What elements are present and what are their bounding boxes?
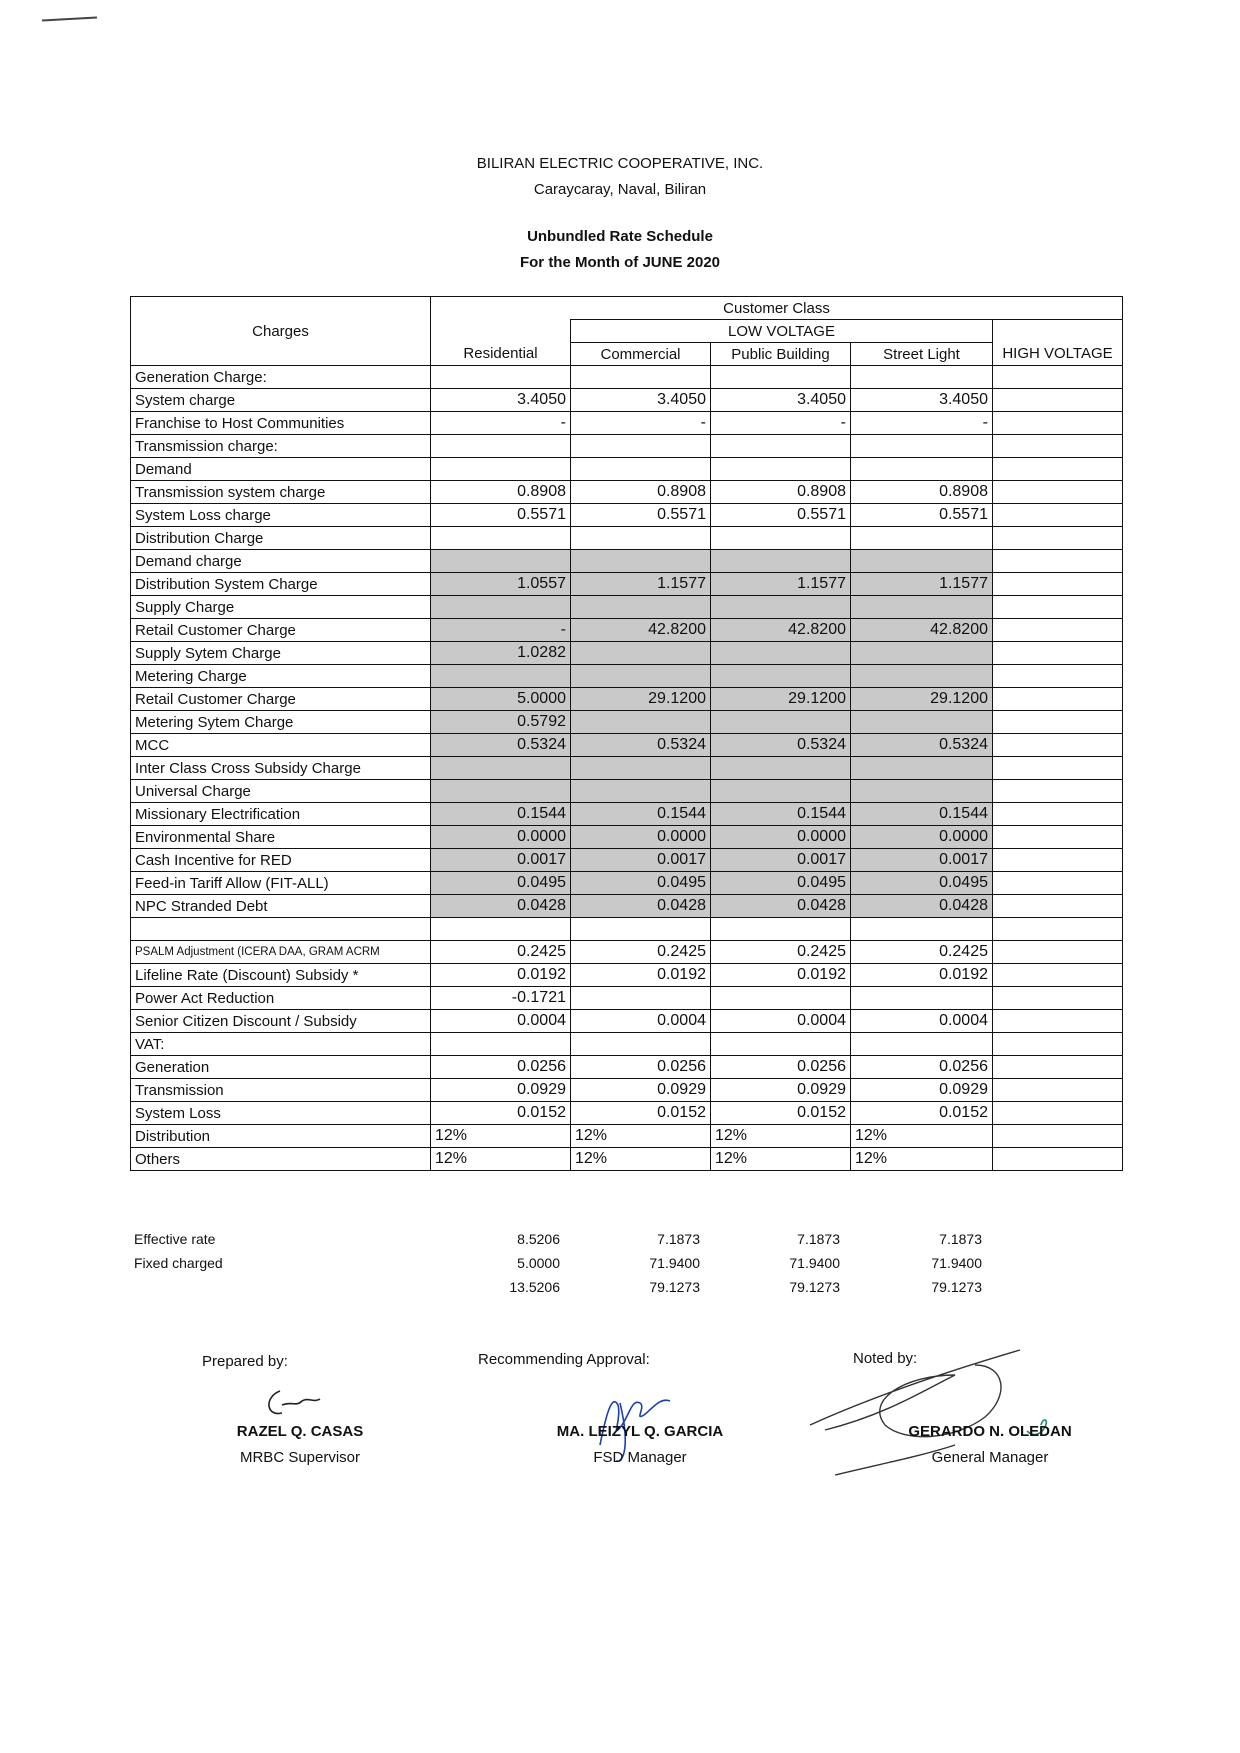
rate-cell: - — [851, 412, 993, 435]
rate-cell: 0.0495 — [711, 872, 851, 895]
rate-cell — [851, 642, 993, 665]
rate-cell — [711, 527, 851, 550]
rate-cell: 0.8908 — [571, 481, 711, 504]
table-row — [131, 918, 1123, 941]
rate-cell — [851, 987, 993, 1010]
table-row — [131, 780, 1123, 803]
document-title: Unbundled Rate Schedule — [527, 228, 713, 245]
table-row — [131, 872, 1123, 895]
summary-value: 79.1273 — [931, 1279, 982, 1295]
charges-header: Charges — [131, 297, 431, 366]
rate-cell: 0.0017 — [431, 849, 571, 872]
table-row — [131, 573, 1123, 596]
rate-cell: 0.0929 — [431, 1079, 571, 1102]
rate-cell — [711, 366, 851, 389]
table-row — [131, 688, 1123, 711]
table-row — [131, 1079, 1123, 1102]
charge-label: VAT: — [131, 1033, 431, 1056]
charge-label: MCC — [131, 734, 431, 757]
rate-cell: 42.8200 — [711, 619, 851, 642]
table-row — [131, 734, 1123, 757]
rate-cell: 0.0192 — [711, 964, 851, 987]
rate-cell: 0.0192 — [851, 964, 993, 987]
summary-table — [130, 1227, 1122, 1299]
rate-cell: 0.2425 — [851, 941, 993, 964]
rate-cell — [993, 826, 1123, 849]
document-period: For the Month of JUNE 2020 — [519, 254, 721, 271]
charge-label: System Loss — [131, 1102, 431, 1125]
rate-cell: 0.0495 — [851, 872, 993, 895]
rate-cell — [993, 573, 1123, 596]
rate-cell — [851, 711, 993, 734]
charge-label: Cash Incentive for RED — [131, 849, 431, 872]
charge-label: Supply Sytem Charge — [131, 642, 431, 665]
rate-cell: 1.1577 — [711, 573, 851, 596]
rate-cell: 12% — [431, 1148, 571, 1171]
table-row — [131, 757, 1123, 780]
rate-cell — [993, 1079, 1123, 1102]
rate-cell — [993, 803, 1123, 826]
summary-label — [130, 1275, 430, 1299]
rate-cell: 0.0152 — [431, 1102, 571, 1125]
charge-label: Distribution Charge — [131, 527, 431, 550]
rate-cell: 0.5324 — [711, 734, 851, 757]
rate-cell: 0.0004 — [711, 1010, 851, 1033]
table-row — [131, 435, 1123, 458]
org-address: Caraycaray, Naval, Biliran — [533, 181, 707, 198]
rate-cell: 3.4050 — [851, 389, 993, 412]
rate-cell — [431, 435, 571, 458]
rate-cell: 12% — [571, 1148, 711, 1171]
rate-cell — [851, 1033, 993, 1056]
rate-cell: 0.0004 — [571, 1010, 711, 1033]
rate-cell: 0.0929 — [711, 1079, 851, 1102]
rate-cell: 29.1200 — [571, 688, 711, 711]
rate-cell: 0.1544 — [431, 803, 571, 826]
rate-cell — [571, 642, 711, 665]
prepared-name: RAZEL Q. CASAS — [236, 1423, 364, 1440]
rate-cell — [711, 596, 851, 619]
rate-cell: 0.2425 — [711, 941, 851, 964]
rate-cell — [993, 1010, 1123, 1033]
charge-label: Supply Charge — [131, 596, 431, 619]
rate-cell — [571, 458, 711, 481]
rate-cell: 0.5324 — [431, 734, 571, 757]
table-row — [131, 619, 1123, 642]
table-row — [131, 1125, 1123, 1148]
rate-cell — [571, 527, 711, 550]
rate-cell — [993, 987, 1123, 1010]
rate-cell — [711, 780, 851, 803]
public-building-header: Public Building — [711, 343, 851, 366]
rate-cell: 0.5571 — [851, 504, 993, 527]
rate-cell — [993, 504, 1123, 527]
table-row — [131, 987, 1123, 1010]
summary-value: 79.1273 — [649, 1279, 700, 1295]
prepared-title: MRBC Supervisor — [239, 1449, 361, 1466]
rate-cell — [571, 435, 711, 458]
rate-cell — [993, 1125, 1123, 1148]
table-row — [131, 642, 1123, 665]
rate-cell — [431, 596, 571, 619]
pen-mark — [42, 17, 97, 22]
rate-cell: 0.5324 — [571, 734, 711, 757]
charge-label: Feed-in Tariff Allow (FIT-ALL) — [131, 872, 431, 895]
rate-cell: 12% — [431, 1125, 571, 1148]
rate-cell — [571, 596, 711, 619]
rate-cell: 12% — [711, 1125, 851, 1148]
rate-cell — [851, 458, 993, 481]
table-header-row-1 — [131, 297, 1123, 320]
rate-cell — [993, 389, 1123, 412]
table-row — [131, 481, 1123, 504]
rate-cell — [993, 412, 1123, 435]
high-voltage-header: HIGH VOLTAGE — [993, 343, 1123, 366]
rate-cell: 3.4050 — [571, 389, 711, 412]
rate-cell — [993, 711, 1123, 734]
rate-cell — [711, 987, 851, 1010]
charge-label — [131, 918, 431, 941]
signature-casas — [262, 1383, 332, 1423]
rate-cell: 0.0004 — [851, 1010, 993, 1033]
charge-label: Transmission system charge — [131, 481, 431, 504]
table-row — [131, 504, 1123, 527]
rate-cell — [851, 596, 993, 619]
rate-cell — [993, 1102, 1123, 1125]
summary-body — [130, 1227, 1122, 1299]
signatory-casas — [200, 1423, 400, 1466]
charge-label: Inter Class Cross Subsidy Charge — [131, 757, 431, 780]
rate-cell — [571, 550, 711, 573]
rate-cell: 0.0192 — [431, 964, 571, 987]
rate-cell: 0.0428 — [431, 895, 571, 918]
charge-label: Generation — [131, 1056, 431, 1079]
table-row — [131, 389, 1123, 412]
rate-cell — [431, 366, 571, 389]
table-row — [131, 458, 1123, 481]
rate-cell: 12% — [851, 1125, 993, 1148]
charge-label: System charge — [131, 389, 431, 412]
rate-cell — [851, 918, 993, 941]
rate-cell — [993, 872, 1123, 895]
summary-value: 7.1873 — [939, 1231, 982, 1247]
rate-cell — [993, 1056, 1123, 1079]
rate-cell — [993, 481, 1123, 504]
summary-value: 5.0000 — [517, 1255, 560, 1271]
rate-cell: 0.0152 — [851, 1102, 993, 1125]
rate-cell: 0.8908 — [851, 481, 993, 504]
rate-cell: 0.0256 — [711, 1056, 851, 1079]
recommending-label: Recommending Approval: — [478, 1351, 650, 1368]
rate-cell — [431, 757, 571, 780]
noted-title: General Manager — [931, 1449, 1049, 1466]
rate-cell: 1.1577 — [851, 573, 993, 596]
rate-cell — [993, 757, 1123, 780]
rate-cell — [711, 1033, 851, 1056]
summary-value: 71.9400 — [649, 1255, 700, 1271]
rate-cell: 29.1200 — [711, 688, 851, 711]
rate-cell: 0.0929 — [571, 1079, 711, 1102]
rate-cell: 3.4050 — [431, 389, 571, 412]
noted-name: GERARDO N. OLEDAN — [908, 1423, 1072, 1440]
rate-cell: 0.0256 — [851, 1056, 993, 1079]
rate-cell — [993, 849, 1123, 872]
rate-cell — [851, 527, 993, 550]
rate-cell: 0.0000 — [711, 826, 851, 849]
rate-cell: 0.0495 — [431, 872, 571, 895]
rate-cell: 12% — [571, 1125, 711, 1148]
rate-cell: 0.5571 — [431, 504, 571, 527]
rate-cell — [851, 550, 993, 573]
rate-cell: 0.2425 — [571, 941, 711, 964]
rate-cell: 42.8200 — [851, 619, 993, 642]
rate-cell — [711, 757, 851, 780]
charge-label: Universal Charge — [131, 780, 431, 803]
signatory-garcia — [530, 1423, 750, 1466]
charge-label: Franchise to Host Communities — [131, 412, 431, 435]
rate-cell — [993, 527, 1123, 550]
rate-cell — [711, 458, 851, 481]
rate-cell: 0.5792 — [431, 711, 571, 734]
charge-label: Metering Charge — [131, 665, 431, 688]
charge-label: Transmission charge: — [131, 435, 431, 458]
rate-cell — [571, 1033, 711, 1056]
charge-label: Environmental Share — [131, 826, 431, 849]
rate-cell — [851, 435, 993, 458]
rate-cell — [851, 757, 993, 780]
summary-row — [130, 1251, 1122, 1275]
prepared-by-label: Prepared by: — [202, 1353, 288, 1370]
recommending-name: MA. LEIZYL Q. GARCIA — [556, 1423, 724, 1440]
rate-cell — [993, 642, 1123, 665]
rate-cell: 0.0017 — [711, 849, 851, 872]
rate-cell — [993, 688, 1123, 711]
table-row — [131, 941, 1123, 964]
charge-label: Missionary Electrification — [131, 803, 431, 826]
charge-label: System Loss charge — [131, 504, 431, 527]
rate-cell: 0.0495 — [571, 872, 711, 895]
rate-cell — [851, 780, 993, 803]
rate-cell: 0.0256 — [431, 1056, 571, 1079]
rate-cell — [711, 665, 851, 688]
rate-cell — [993, 941, 1123, 964]
table-row — [131, 1033, 1123, 1056]
summary-label: Effective rate — [134, 1231, 216, 1247]
rate-cell — [571, 780, 711, 803]
rate-cell — [571, 711, 711, 734]
table-row — [131, 849, 1123, 872]
rate-cell — [571, 366, 711, 389]
customer-class-header: Customer Class — [431, 297, 1123, 320]
table-row — [131, 527, 1123, 550]
residential-header: Residential — [431, 343, 571, 366]
rate-cell — [431, 527, 571, 550]
rate-cell — [993, 734, 1123, 757]
rate-cell — [711, 918, 851, 941]
rate-schedule-table — [130, 296, 1123, 1171]
charge-label: PSALM Adjustment (ICERA DAA, GRAM ACRM — [131, 941, 431, 964]
rate-cell — [993, 895, 1123, 918]
rate-cell: 0.0152 — [711, 1102, 851, 1125]
rate-cell: 5.0000 — [431, 688, 571, 711]
rate-cell: - — [431, 619, 571, 642]
summary-row — [130, 1275, 1122, 1299]
rate-cell: 0.0256 — [571, 1056, 711, 1079]
summary-value: 7.1873 — [657, 1231, 700, 1247]
rate-cell: 0.5324 — [851, 734, 993, 757]
rate-cell: 0.5571 — [571, 504, 711, 527]
summary-value: 8.5206 — [517, 1231, 560, 1247]
table-row — [131, 1102, 1123, 1125]
rate-cell: 0.1544 — [711, 803, 851, 826]
rate-cell — [571, 987, 711, 1010]
charge-label: Others — [131, 1148, 431, 1171]
rate-cell: 0.0004 — [431, 1010, 571, 1033]
charge-label: Senior Citizen Discount / Subsidy — [131, 1010, 431, 1033]
rate-cell: 0.1544 — [851, 803, 993, 826]
table-row — [131, 895, 1123, 918]
rate-cell: 1.0557 — [431, 573, 571, 596]
rate-cell: - — [711, 412, 851, 435]
rate-cell — [993, 435, 1123, 458]
table-row — [131, 1148, 1123, 1171]
charge-label: Generation Charge: — [131, 366, 431, 389]
recommending-title: FSD Manager — [593, 1449, 687, 1466]
charge-label: Metering Sytem Charge — [131, 711, 431, 734]
rate-cell — [571, 918, 711, 941]
table-row — [131, 550, 1123, 573]
noted-by-label: Noted by: — [853, 1350, 918, 1367]
rate-cell — [431, 665, 571, 688]
rate-cell: 0.0152 — [571, 1102, 711, 1125]
rate-cell — [711, 550, 851, 573]
table-row — [131, 964, 1123, 987]
rate-cell: 12% — [711, 1148, 851, 1171]
rate-cell — [993, 596, 1123, 619]
rate-cell: 0.0929 — [851, 1079, 993, 1102]
rate-cell: 0.0428 — [851, 895, 993, 918]
table-row — [131, 803, 1123, 826]
rate-cell: 0.1544 — [571, 803, 711, 826]
rate-cell: - — [571, 412, 711, 435]
rate-cell — [571, 757, 711, 780]
rate-cell: 0.0428 — [571, 895, 711, 918]
summary-value: 71.9400 — [789, 1255, 840, 1271]
rate-cell — [711, 642, 851, 665]
rate-cell — [851, 366, 993, 389]
rate-cell: -0.1721 — [431, 987, 571, 1010]
charge-label: Distribution System Charge — [131, 573, 431, 596]
summary-label: Fixed charged — [134, 1255, 223, 1271]
rate-cell — [993, 1033, 1123, 1056]
summary-value: 13.5206 — [509, 1279, 560, 1295]
rate-cell — [431, 780, 571, 803]
street-light-header: Street Light — [851, 343, 993, 366]
rate-cell: 0.0000 — [431, 826, 571, 849]
rate-cell — [993, 1148, 1123, 1171]
summary-row — [130, 1227, 1122, 1251]
summary-value: 79.1273 — [789, 1279, 840, 1295]
charge-label: Lifeline Rate (Discount) Subsidy * — [131, 964, 431, 987]
table-row — [131, 1056, 1123, 1079]
rate-cell: 0.2425 — [431, 941, 571, 964]
rate-cell: 0.0000 — [571, 826, 711, 849]
rate-cell — [993, 780, 1123, 803]
rate-cell — [571, 665, 711, 688]
table-row — [131, 665, 1123, 688]
table-row — [131, 826, 1123, 849]
rate-cell: - — [431, 412, 571, 435]
rate-cell — [711, 435, 851, 458]
table-row — [131, 711, 1123, 734]
rate-cell: 0.0428 — [711, 895, 851, 918]
table-row — [131, 596, 1123, 619]
commercial-header: Commercial — [571, 343, 711, 366]
signatory-oledan — [880, 1423, 1100, 1466]
charge-label: Distribution — [131, 1125, 431, 1148]
rate-cell: 0.8908 — [431, 481, 571, 504]
rate-cell — [993, 550, 1123, 573]
rate-cell — [431, 458, 571, 481]
org-name: BILIRAN ELECTRIC COOPERATIVE, INC. — [476, 155, 764, 172]
table-row — [131, 412, 1123, 435]
rate-cell — [993, 918, 1123, 941]
rate-cell: 0.8908 — [711, 481, 851, 504]
table-row — [131, 1010, 1123, 1033]
low-voltage-header: LOW VOLTAGE — [571, 320, 993, 343]
summary-value: 7.1873 — [797, 1231, 840, 1247]
rate-cell: 3.4050 — [711, 389, 851, 412]
charge-label: Demand — [131, 458, 431, 481]
rate-cell: 0.0017 — [571, 849, 711, 872]
rate-table-body — [131, 366, 1123, 1171]
rate-cell — [993, 665, 1123, 688]
rate-cell: 42.8200 — [571, 619, 711, 642]
rate-cell — [993, 366, 1123, 389]
charge-label: Power Act Reduction — [131, 987, 431, 1010]
rate-cell: 1.1577 — [571, 573, 711, 596]
rate-cell — [993, 964, 1123, 987]
rate-cell — [993, 619, 1123, 642]
rate-cell: 0.0192 — [571, 964, 711, 987]
charge-label: Demand charge — [131, 550, 431, 573]
rate-cell: 0.5571 — [711, 504, 851, 527]
rate-cell — [711, 711, 851, 734]
rate-cell — [993, 458, 1123, 481]
charge-label: Retail Customer Charge — [131, 619, 431, 642]
rate-cell — [431, 918, 571, 941]
summary-value: 71.9400 — [931, 1255, 982, 1271]
rate-cell: 0.0017 — [851, 849, 993, 872]
rate-cell: 12% — [851, 1148, 993, 1171]
charge-label: NPC Stranded Debt — [131, 895, 431, 918]
rate-cell — [851, 665, 993, 688]
rate-cell: 1.0282 — [431, 642, 571, 665]
rate-cell — [431, 550, 571, 573]
charge-label: Retail Customer Charge — [131, 688, 431, 711]
rate-cell — [431, 1033, 571, 1056]
charge-label: Transmission — [131, 1079, 431, 1102]
rate-cell: 0.0000 — [851, 826, 993, 849]
rate-cell: 29.1200 — [851, 688, 993, 711]
table-row — [131, 366, 1123, 389]
